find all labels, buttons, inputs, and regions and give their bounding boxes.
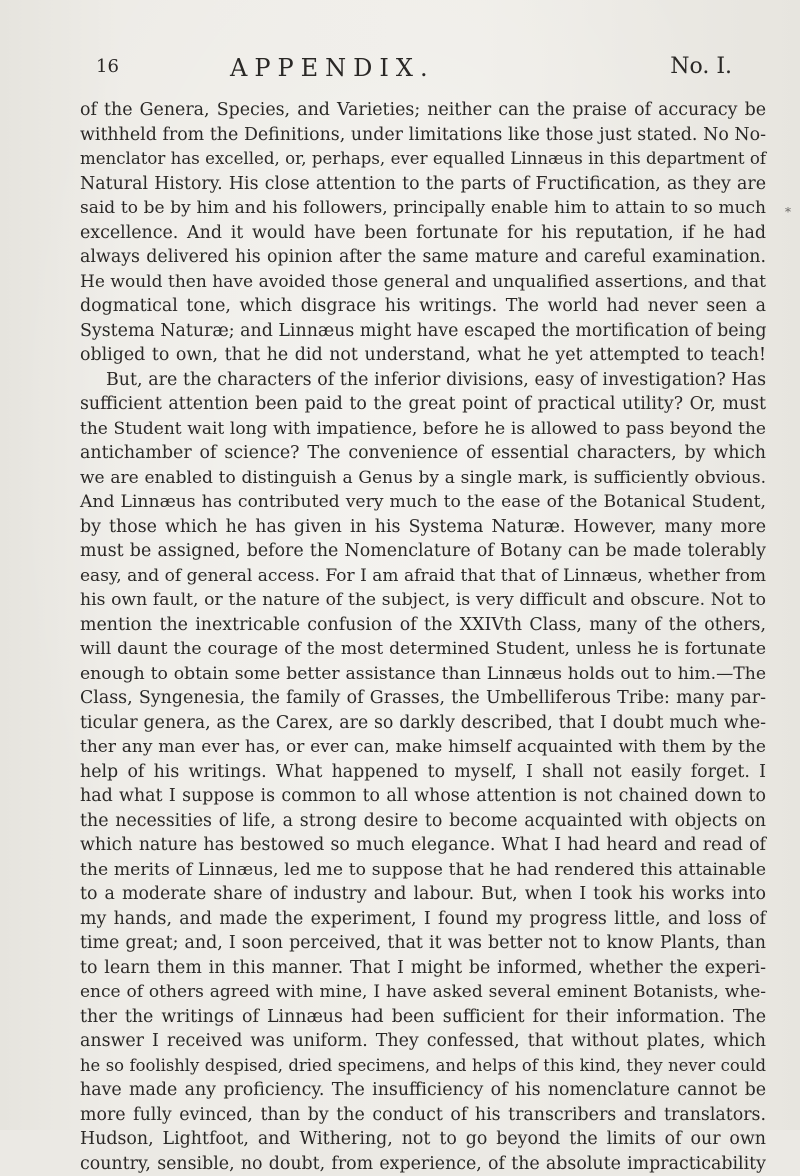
text-line: have made any proficiency. The insufficiency of his nomenclature cannot be <box>80 1078 766 1103</box>
text-line: my hands, and made the experiment, I found my progress little, and loss of <box>80 907 766 932</box>
text-line: Class, Syngenesia, the family of Grasses, the Umbelliferous Tribe: many par- <box>80 686 766 711</box>
text-line: will daunt the courage of the most determined Student, unless he is fortunate <box>80 637 766 662</box>
text-line: menclator has excelled, or, perhaps, ever equalled Linnæus in this department of <box>80 147 766 172</box>
text-line: had what I suppose is common to all whose attention is not chained down to <box>80 784 766 809</box>
section-number: No. I. <box>670 54 732 79</box>
text-line: more fully evinced, than by the conduct of his transcribers and translators. <box>80 1103 766 1128</box>
text-line: he so foolishly despised, dried specimens, and helps of this kind, they never could <box>80 1054 766 1079</box>
text-line: ther any man ever has, or ever can, make himself acquainted with them by the <box>80 735 766 760</box>
text-line: his own fault, or the nature of the subject, is very difficult and obscure. Not to <box>80 588 766 613</box>
body-text <box>80 98 766 1176</box>
text-line: ence of others agreed with mine, I have asked several eminent Botanists, whe- <box>80 980 766 1005</box>
text-line: to a moderate share of industry and labour. But, when I took his works into <box>80 882 766 907</box>
text-line: time great; and, I soon perceived, that it was better not to know Plants, than <box>80 931 766 956</box>
text-line: always delivered his opinion after the same mature and careful examination. <box>80 245 766 270</box>
text-line: said to be by him and his followers, principally enable him to attain to so much <box>80 196 766 221</box>
text-line: must be assigned, before the Nomenclature of Botany can be made tolerably <box>80 539 766 564</box>
running-header <box>96 54 732 86</box>
text-line: by those which he has given in his Systema Naturæ. However, many more <box>80 515 766 540</box>
text-line: dogmatical tone, which disgrace his writings. The world had never seen a <box>80 294 766 319</box>
text-line: which nature has bestowed so much elegance. What I had heard and read of <box>80 833 766 858</box>
text-line: But, are the characters of the inferior divisions, easy of investigation? Has <box>80 368 766 393</box>
text-line: country, sensible, no doubt, from experience, of the absolute impracticability <box>80 1152 766 1176</box>
text-line: And Linnæus has contributed very much to the ease of the Botanical Student, <box>80 490 766 515</box>
text-line: Systema Naturæ; and Linnæus might have escaped the mortification of being <box>80 319 766 344</box>
text-line: of the Genera, Species, and Varieties; neither can the praise of accuracy be <box>80 98 766 123</box>
text-line: withheld from the Definitions, under limitations like those just stated. No No- <box>80 123 766 148</box>
text-line: easy, and of general access. For I am afraid that that of Linnæus, whether from <box>80 564 766 589</box>
text-line: excellence. And it would have been fortunate for his reputation, if he had <box>80 221 766 246</box>
text-line: help of his writings. What happened to myself, I shall not easily forget. I <box>80 760 766 785</box>
text-line: obliged to own, that he did not understand, what he yet attempted to teach! <box>80 343 766 368</box>
text-line: we are enabled to distinguish a Genus by a single mark, is sufficiently obvious. <box>80 466 766 491</box>
text-line: the merits of Linnæus, led me to suppose that he had rendered this attainable <box>80 858 766 883</box>
text-line: the necessities of life, a strong desire to become acquainted with objects on <box>80 809 766 834</box>
text-line: ticular genera, as the Carex, are so darkly described, that I doubt much whe- <box>80 711 766 736</box>
text-line: the Student wait long with impatience, before he is allowed to pass beyond the <box>80 417 766 442</box>
text-line: answer I received was uniform. They confessed, that without plates, which <box>80 1029 766 1054</box>
text-line: He would then have avoided those general and unqualified assertions, and that <box>80 270 766 295</box>
margin-mark: * <box>785 205 791 219</box>
text-line: Natural History. His close attention to the parts of Fructification, as they are <box>80 172 766 197</box>
page-title: APPENDIX. <box>230 54 435 82</box>
page-number: 16 <box>96 56 119 77</box>
text-line: mention the inextricable confusion of the XXIVth Class, many of the others, <box>80 613 766 638</box>
text-line: ther the writings of Linnæus had been sufficient for their information. The <box>80 1005 766 1030</box>
text-line: antichamber of science? The convenience of essential characters, by which <box>80 441 766 466</box>
text-line: Hudson, Lightfoot, and Withering, not to go beyond the limits of our own <box>80 1127 766 1152</box>
text-line: enough to obtain some better assistance than Linnæus holds out to him.—The <box>80 662 766 687</box>
text-line: to learn them in this manner. That I might be informed, whether the experi- <box>80 956 766 981</box>
text-line: sufficient attention been paid to the great point of practical utility? Or, must <box>80 392 766 417</box>
